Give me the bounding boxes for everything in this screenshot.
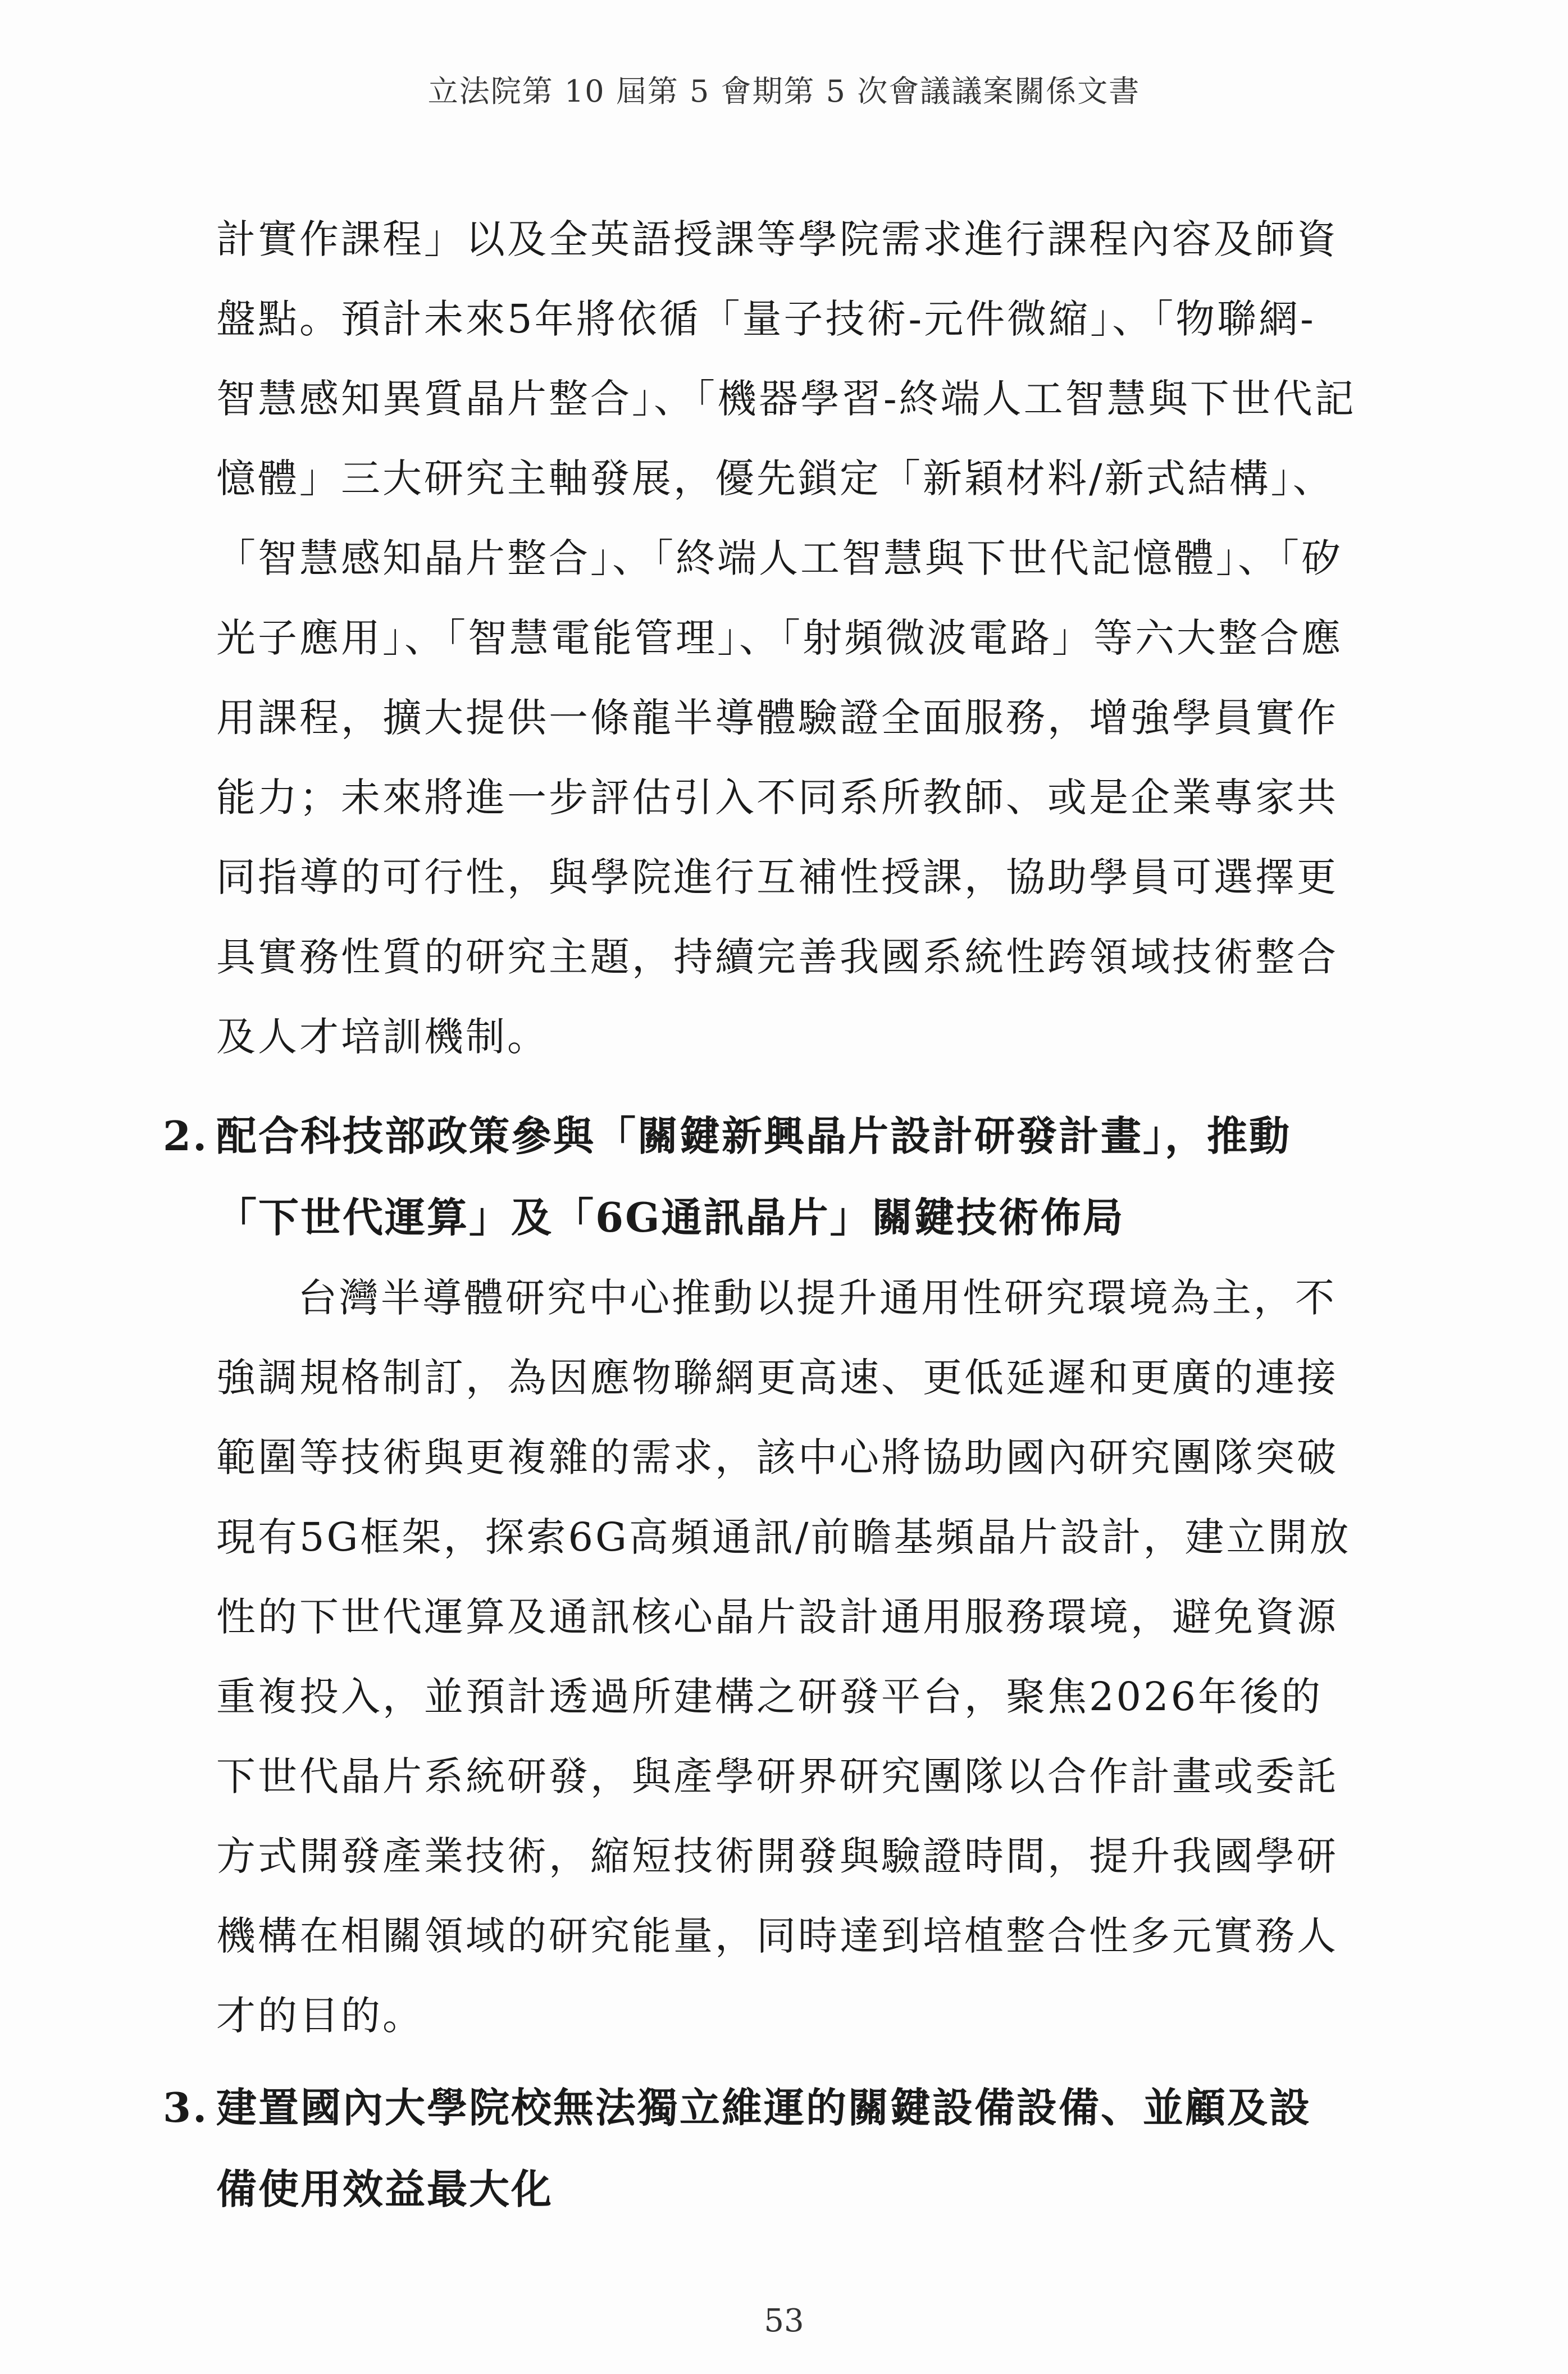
section-2-body: 台灣半導體研究中心推動以提升通用性研究環境為主，不強調規格制訂，為因應物聯網更高速、更低延遲和更廣的連接範圍等技術與更複雜的需求，該中心將協助國內研究團隊突破現有5G框架，探索6G高頻通訊/前瞻基頻晶片設計，建立開放性的下世代運算及通訊核心晶片設計通用服務環境，避免資源重複投入，並預計透過所建構之研發平台，聚焦2026年後的下世代晶片系統研發，與產學研界研究團隊以合作計畫或委託方式開發產業技術，縮短技術開發與驗證時間，提升我國學研機構在相關領域的研究能量，同時達到培植整合性多元實務人才的目的。 xyxy=(216,1275,1351,2039)
section-3-title-line1: 建置國內大學院校無法獨立維運的關鍵設備設備、並顧及設 xyxy=(216,2084,1312,2131)
section-3-title-line2: 備使用效益最大化 xyxy=(216,2165,554,2213)
section-2-title-line1: 配合科技部政策參與「關鍵新興晶片設計研發計畫」，推動 xyxy=(216,1112,1292,1160)
document-header: 立法院第 10 屆第 5 會期第 5 次會議議案關係文書 xyxy=(427,74,1141,109)
paragraph-continued: 計實作課程」以及全英語授課等學院需求進行課程內容及師資盤點。預計未來5年將依循「量子技術-元件微縮」、「物聯網-智慧感知異質晶片整合」、「機器學習-終端人工智慧與下世代記憶體」三大研究主軸發展，優先鎖定「新穎材料/新式結構」、「智慧感知晶片整合」、「終端人工智慧與下世代記憶體」、「矽光子應用」、「智慧電能管理」、「射頻微波電路」等六大整合應用課程，擴大提供一條龍半導體驗證全面服務，增強學員實作能力；未來將進一步評估引入不同系所教師、或是企業專家共同指導的可行性，與學院進行互補性授課，協助學員可選擇更具實務性質的研究主題，持續完善我國系統性跨領域技術整合及人才培訓機制。 xyxy=(216,216,1356,1060)
section-2-heading xyxy=(163,1095,1365,1258)
section-2-number: 2. xyxy=(163,1112,209,1160)
section-3-heading xyxy=(163,2067,1365,2230)
section-3-number: 3. xyxy=(163,2084,209,2131)
section-2-title-line2: 「下世代運算」及「6G通訊晶片」關鍵技術佈局 xyxy=(216,1193,1125,1241)
page-number: 53 xyxy=(764,2303,804,2339)
